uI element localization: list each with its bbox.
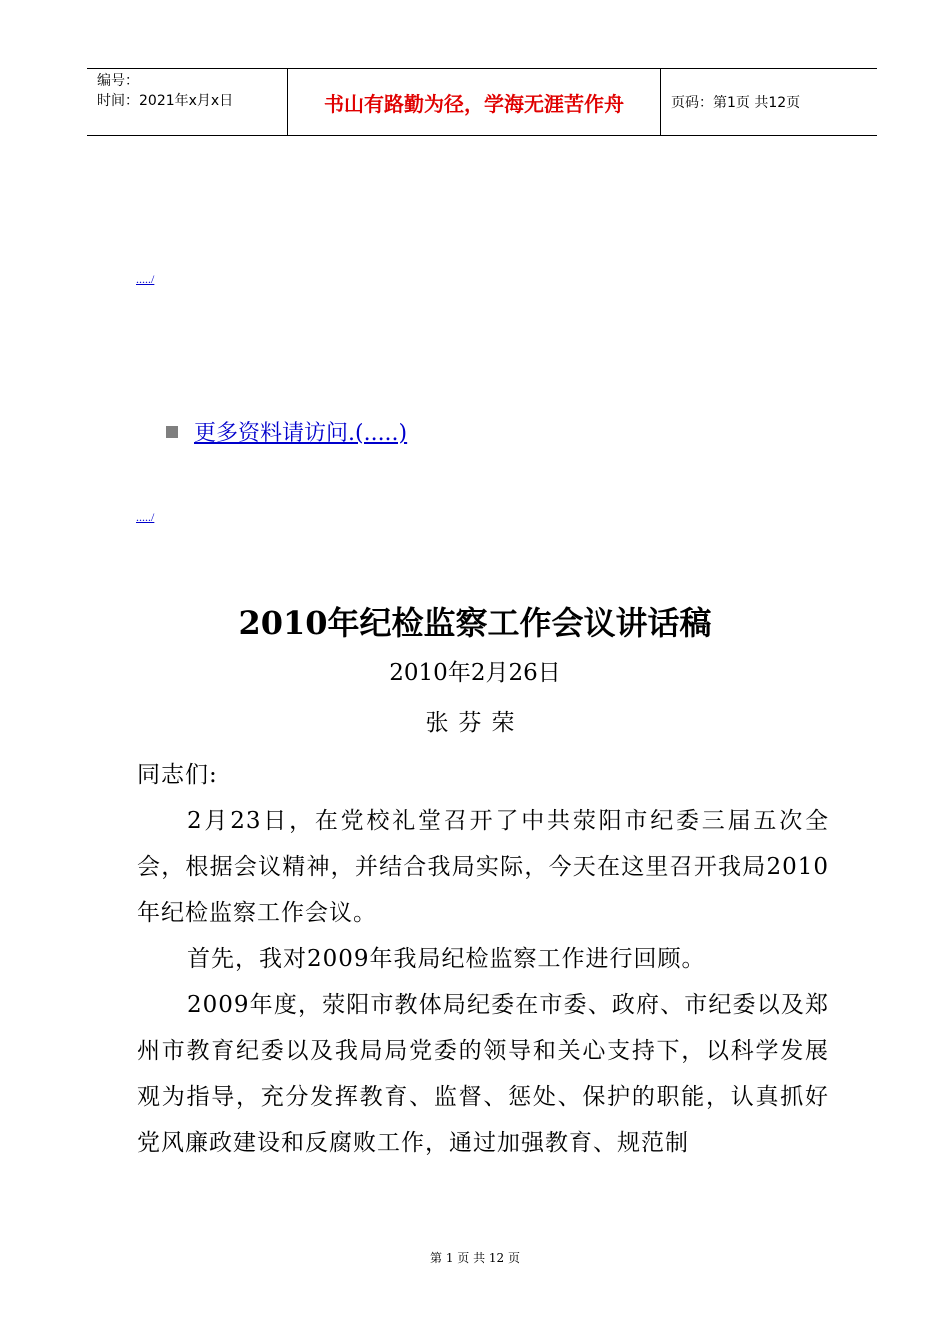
more-resources-link[interactable]: 更多资料请访问.(.....) [194,421,408,446]
document-body [137,752,829,1166]
paragraph-2: 首先，我对2009年我局纪检监察工作进行回顾。 [187,946,706,972]
more-resources-row [166,416,407,447]
page-footer: 第 1 页 共 12 页 [430,1251,520,1265]
bottom-link[interactable]: ...../ [136,510,155,524]
salutation: 同志们: [137,762,218,788]
document-title: 2010年纪检监察工作会议讲话稿 [238,604,712,642]
header-meta [87,69,287,135]
document-author: 张芬荣 [425,710,525,736]
bullet-square-icon [166,426,178,438]
number-label: 编号： [97,73,139,89]
top-link[interactable]: ...../ [136,272,155,286]
paragraph-3: 2009年度，荥阳市教体局纪委在市委、政府、市纪委以及郑州市教育纪委以及我局局党委的领导和关心支持下，以科学发展观为指导，充分发挥教育、监督、惩处、保护的职能，认真抓好党风廉政建设和反腐败工作，通过加强教育、规范制 [137,992,829,1156]
paragraph-1: 2月23日，在党校礼堂召开了中共荥阳市纪委三届五次全会，根据会议精神，并结合我局实际，今天在这里召开我局2010年纪检监察工作会议。 [137,808,829,926]
document-date: 2010年2月26日 [389,660,561,686]
time-label: 时间：2021年x月x日 [97,93,234,109]
header-motto: 书山有路勤为径，学海无涯苦作舟 [287,69,661,135]
header-table [87,68,877,136]
header-page-info: 页码：第1页 共12页 [671,95,801,111]
